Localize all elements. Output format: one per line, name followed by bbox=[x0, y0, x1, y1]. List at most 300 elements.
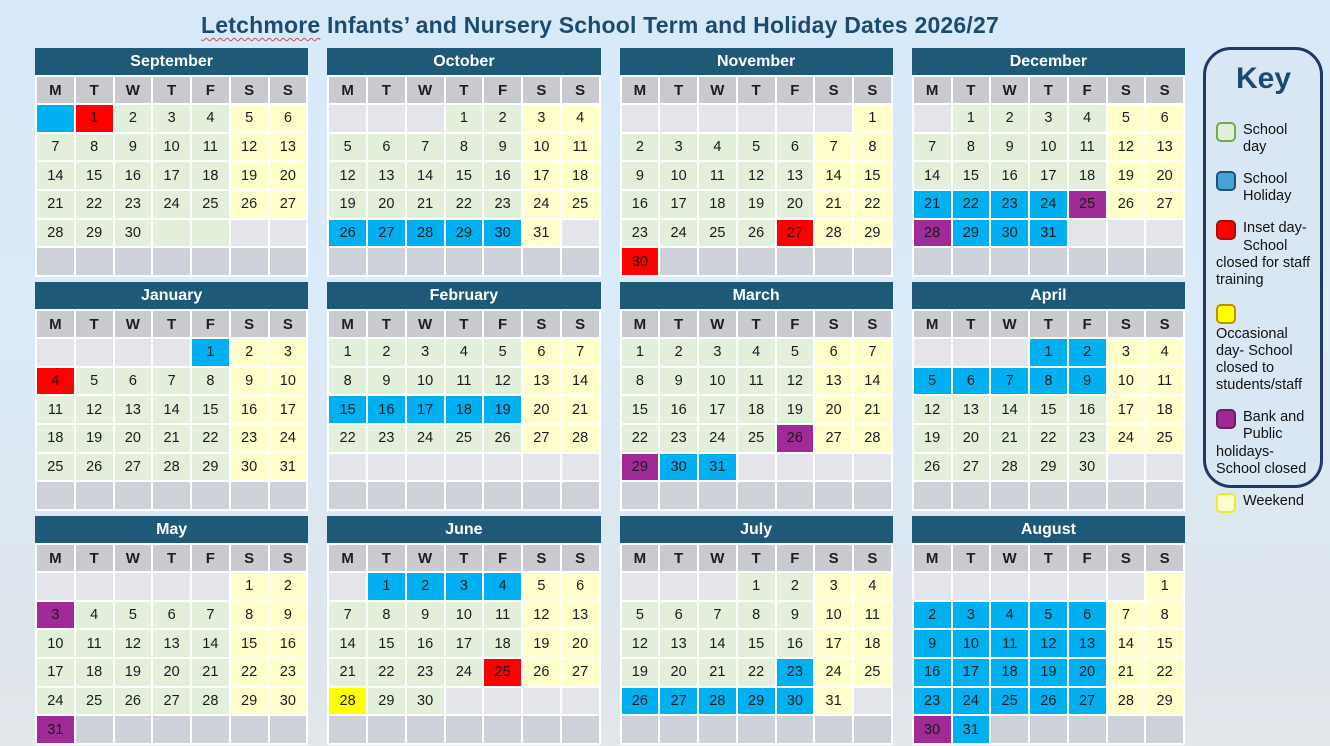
day-cell bbox=[738, 482, 775, 509]
weekday-header: W bbox=[115, 545, 152, 571]
day-cell: 3 bbox=[407, 339, 444, 366]
day-cell: 14 bbox=[1108, 630, 1145, 657]
day-cell: 30 bbox=[231, 454, 268, 481]
day-cell: 8 bbox=[76, 134, 113, 161]
day-cell: 9 bbox=[115, 134, 152, 161]
day-cell: 16 bbox=[407, 630, 444, 657]
day-cell: 6 bbox=[115, 368, 152, 395]
day-cell: 5 bbox=[1108, 105, 1145, 132]
month-day-grid bbox=[622, 77, 891, 275]
weekday-header: S bbox=[270, 311, 307, 337]
day-cell bbox=[1108, 716, 1145, 743]
day-cell bbox=[231, 248, 268, 275]
day-cell: 6 bbox=[562, 573, 599, 600]
weekday-header: T bbox=[76, 311, 113, 337]
day-cell bbox=[1030, 248, 1067, 275]
month-day-grid bbox=[37, 545, 306, 743]
day-cell: 1 bbox=[76, 105, 113, 132]
day-cell bbox=[407, 105, 444, 132]
day-cell: 20 bbox=[1069, 659, 1106, 686]
day-cell: 28 bbox=[407, 220, 444, 247]
day-cell bbox=[192, 716, 229, 743]
day-cell bbox=[815, 482, 852, 509]
day-cell bbox=[270, 482, 307, 509]
day-cell: 7 bbox=[854, 339, 891, 366]
day-cell: 22 bbox=[738, 659, 775, 686]
day-cell: 25 bbox=[484, 659, 521, 686]
day-cell: 20 bbox=[660, 659, 697, 686]
day-cell: 11 bbox=[1069, 134, 1106, 161]
day-cell: 8 bbox=[854, 134, 891, 161]
day-cell: 14 bbox=[153, 396, 190, 423]
day-cell bbox=[1146, 482, 1183, 509]
day-cell: 28 bbox=[815, 220, 852, 247]
day-cell bbox=[815, 105, 852, 132]
weekday-header: T bbox=[738, 77, 775, 103]
day-cell bbox=[76, 339, 113, 366]
weekday-header: T bbox=[738, 545, 775, 571]
day-cell: 17 bbox=[815, 630, 852, 657]
day-cell: 21 bbox=[153, 425, 190, 452]
weekday-header: M bbox=[37, 545, 74, 571]
day-cell: 14 bbox=[407, 162, 444, 189]
day-cell bbox=[1069, 716, 1106, 743]
day-cell: 18 bbox=[991, 659, 1028, 686]
day-cell: 11 bbox=[854, 602, 891, 629]
day-cell: 21 bbox=[914, 191, 951, 218]
day-cell: 18 bbox=[1146, 396, 1183, 423]
day-cell bbox=[1030, 482, 1067, 509]
day-cell: 19 bbox=[523, 630, 560, 657]
day-cell: 26 bbox=[523, 659, 560, 686]
weekday-header: M bbox=[914, 77, 951, 103]
day-cell: 16 bbox=[622, 191, 659, 218]
day-cell: 31 bbox=[699, 454, 736, 481]
day-cell bbox=[37, 339, 74, 366]
day-cell: 2 bbox=[407, 573, 444, 600]
day-cell: 12 bbox=[777, 368, 814, 395]
key-label: Inset day- School closed for staff training bbox=[1216, 220, 1311, 288]
day-cell: 29 bbox=[622, 454, 659, 481]
day-cell: 12 bbox=[1030, 630, 1067, 657]
day-cell: 9 bbox=[270, 602, 307, 629]
day-cell: 1 bbox=[738, 573, 775, 600]
day-cell: 8 bbox=[329, 368, 366, 395]
day-cell bbox=[953, 573, 990, 600]
day-cell: 9 bbox=[231, 368, 268, 395]
day-cell: 27 bbox=[523, 425, 560, 452]
day-cell: 5 bbox=[329, 134, 366, 161]
day-cell bbox=[1069, 220, 1106, 247]
day-cell bbox=[1146, 716, 1183, 743]
day-cell bbox=[953, 339, 990, 366]
day-cell bbox=[523, 688, 560, 715]
day-cell: 10 bbox=[37, 630, 74, 657]
day-cell: 16 bbox=[914, 659, 951, 686]
day-cell bbox=[562, 220, 599, 247]
day-cell bbox=[407, 248, 444, 275]
day-cell bbox=[115, 339, 152, 366]
day-cell: 4 bbox=[446, 339, 483, 366]
weekday-header: S bbox=[1146, 311, 1183, 337]
day-cell bbox=[368, 454, 405, 481]
day-cell: 10 bbox=[1108, 368, 1145, 395]
day-cell: 31 bbox=[37, 716, 74, 743]
day-cell: 10 bbox=[270, 368, 307, 395]
day-cell: 18 bbox=[446, 396, 483, 423]
day-cell bbox=[815, 454, 852, 481]
day-cell: 29 bbox=[192, 454, 229, 481]
weekday-header: T bbox=[1030, 545, 1067, 571]
day-cell bbox=[1146, 248, 1183, 275]
day-cell: 30 bbox=[270, 688, 307, 715]
day-cell: 8 bbox=[1146, 602, 1183, 629]
day-cell bbox=[777, 716, 814, 743]
day-cell bbox=[329, 573, 366, 600]
day-cell bbox=[738, 716, 775, 743]
day-cell: 5 bbox=[231, 105, 268, 132]
day-cell: 27 bbox=[777, 220, 814, 247]
day-cell: 17 bbox=[523, 162, 560, 189]
day-cell: 21 bbox=[329, 659, 366, 686]
day-cell bbox=[153, 573, 190, 600]
month-july bbox=[620, 516, 893, 745]
weekday-header: W bbox=[115, 77, 152, 103]
day-cell bbox=[914, 248, 951, 275]
day-cell: 15 bbox=[192, 396, 229, 423]
weekday-header: W bbox=[991, 311, 1028, 337]
key-item-ho bbox=[1216, 171, 1311, 205]
month-day-grid bbox=[329, 545, 598, 743]
day-cell: 9 bbox=[407, 602, 444, 629]
day-cell: 28 bbox=[1108, 688, 1145, 715]
day-cell: 15 bbox=[446, 162, 483, 189]
day-cell: 29 bbox=[1146, 688, 1183, 715]
weekday-header: T bbox=[738, 311, 775, 337]
weekday-header: T bbox=[446, 77, 483, 103]
day-cell: 16 bbox=[484, 162, 521, 189]
day-cell: 21 bbox=[562, 396, 599, 423]
day-cell: 16 bbox=[777, 630, 814, 657]
day-cell: 10 bbox=[407, 368, 444, 395]
day-cell: 22 bbox=[1146, 659, 1183, 686]
month-title: March bbox=[620, 282, 893, 309]
day-cell bbox=[1069, 482, 1106, 509]
day-cell bbox=[37, 248, 74, 275]
day-cell: 13 bbox=[153, 630, 190, 657]
weekday-header: S bbox=[1146, 545, 1183, 571]
day-cell: 13 bbox=[953, 396, 990, 423]
weekday-header: T bbox=[153, 311, 190, 337]
day-cell: 28 bbox=[37, 220, 74, 247]
day-cell: 15 bbox=[76, 162, 113, 189]
day-cell bbox=[622, 482, 659, 509]
weekday-header: S bbox=[523, 545, 560, 571]
day-cell: 29 bbox=[953, 220, 990, 247]
day-cell bbox=[368, 716, 405, 743]
day-cell: 29 bbox=[446, 220, 483, 247]
day-cell: 22 bbox=[368, 659, 405, 686]
day-cell: 23 bbox=[484, 191, 521, 218]
day-cell bbox=[1108, 482, 1145, 509]
weekday-header: T bbox=[153, 77, 190, 103]
day-cell: 2 bbox=[270, 573, 307, 600]
day-cell: 27 bbox=[368, 220, 405, 247]
day-cell bbox=[953, 482, 990, 509]
day-cell: 20 bbox=[953, 425, 990, 452]
weekday-header: F bbox=[192, 545, 229, 571]
day-cell: 19 bbox=[914, 425, 951, 452]
day-cell: 29 bbox=[231, 688, 268, 715]
day-cell: 17 bbox=[660, 191, 697, 218]
day-cell: 9 bbox=[777, 602, 814, 629]
day-cell: 17 bbox=[407, 396, 444, 423]
day-cell: 12 bbox=[622, 630, 659, 657]
key-item-in bbox=[1216, 220, 1311, 288]
weekday-header: F bbox=[484, 77, 521, 103]
day-cell: 25 bbox=[192, 191, 229, 218]
month-title: May bbox=[35, 516, 308, 543]
day-cell bbox=[484, 688, 521, 715]
day-cell bbox=[407, 482, 444, 509]
day-cell: 22 bbox=[953, 191, 990, 218]
day-cell: 28 bbox=[192, 688, 229, 715]
weekday-header: M bbox=[329, 77, 366, 103]
day-cell: 9 bbox=[368, 368, 405, 395]
day-cell bbox=[523, 716, 560, 743]
day-cell: 27 bbox=[953, 454, 990, 481]
day-cell: 18 bbox=[854, 630, 891, 657]
day-cell: 5 bbox=[622, 602, 659, 629]
day-cell: 19 bbox=[777, 396, 814, 423]
weekday-header: T bbox=[446, 545, 483, 571]
day-cell bbox=[368, 248, 405, 275]
day-cell: 22 bbox=[622, 425, 659, 452]
day-cell: 7 bbox=[699, 602, 736, 629]
day-cell: 17 bbox=[37, 659, 74, 686]
day-cell bbox=[991, 248, 1028, 275]
day-cell: 2 bbox=[622, 134, 659, 161]
day-cell: 19 bbox=[115, 659, 152, 686]
day-cell bbox=[738, 105, 775, 132]
weekday-header: S bbox=[1108, 77, 1145, 103]
day-cell: 5 bbox=[76, 368, 113, 395]
day-cell: 22 bbox=[1030, 425, 1067, 452]
day-cell: 24 bbox=[523, 191, 560, 218]
day-cell bbox=[192, 220, 229, 247]
day-cell: 27 bbox=[815, 425, 852, 452]
day-cell: 31 bbox=[1030, 220, 1067, 247]
day-cell: 30 bbox=[484, 220, 521, 247]
day-cell bbox=[660, 248, 697, 275]
day-cell bbox=[37, 573, 74, 600]
day-cell: 6 bbox=[660, 602, 697, 629]
day-cell bbox=[231, 716, 268, 743]
day-cell bbox=[777, 454, 814, 481]
day-cell: 26 bbox=[1108, 191, 1145, 218]
key-title: Key bbox=[1235, 62, 1292, 95]
day-cell: 15 bbox=[953, 162, 990, 189]
day-cell: 16 bbox=[368, 396, 405, 423]
day-cell: 26 bbox=[115, 688, 152, 715]
day-cell: 6 bbox=[523, 339, 560, 366]
day-cell: 27 bbox=[153, 688, 190, 715]
day-cell bbox=[777, 248, 814, 275]
day-cell bbox=[153, 248, 190, 275]
day-cell: 17 bbox=[1030, 162, 1067, 189]
weekday-header: S bbox=[854, 545, 891, 571]
day-cell bbox=[815, 248, 852, 275]
day-cell: 18 bbox=[484, 630, 521, 657]
weekday-header: T bbox=[368, 545, 405, 571]
day-cell: 26 bbox=[777, 425, 814, 452]
day-cell: 26 bbox=[76, 454, 113, 481]
month-day-grid bbox=[329, 77, 598, 275]
day-cell: 7 bbox=[562, 339, 599, 366]
day-cell: 23 bbox=[115, 191, 152, 218]
day-cell bbox=[523, 482, 560, 509]
day-cell bbox=[1108, 248, 1145, 275]
day-cell: 5 bbox=[914, 368, 951, 395]
day-cell bbox=[153, 220, 190, 247]
day-cell bbox=[622, 105, 659, 132]
day-cell: 8 bbox=[446, 134, 483, 161]
weekday-header: T bbox=[368, 77, 405, 103]
day-cell: 2 bbox=[660, 339, 697, 366]
month-day-grid bbox=[914, 77, 1183, 275]
weekday-header: S bbox=[1108, 545, 1145, 571]
day-cell: 13 bbox=[523, 368, 560, 395]
day-cell: 28 bbox=[914, 220, 951, 247]
day-cell: 7 bbox=[37, 134, 74, 161]
day-cell: 23 bbox=[914, 688, 951, 715]
day-cell bbox=[562, 454, 599, 481]
day-cell: 4 bbox=[991, 602, 1028, 629]
day-cell: 7 bbox=[914, 134, 951, 161]
day-cell bbox=[270, 716, 307, 743]
months-grid bbox=[35, 48, 1185, 745]
month-day-grid bbox=[329, 311, 598, 509]
day-cell: 25 bbox=[562, 191, 599, 218]
day-cell: 1 bbox=[446, 105, 483, 132]
day-cell bbox=[446, 716, 483, 743]
day-cell: 6 bbox=[270, 105, 307, 132]
day-cell bbox=[329, 454, 366, 481]
day-cell bbox=[1146, 454, 1183, 481]
month-day-grid bbox=[914, 545, 1183, 743]
day-cell bbox=[854, 688, 891, 715]
day-cell: 29 bbox=[368, 688, 405, 715]
day-cell: 28 bbox=[854, 425, 891, 452]
weekday-header: W bbox=[407, 77, 444, 103]
day-cell: 22 bbox=[446, 191, 483, 218]
day-cell: 1 bbox=[1146, 573, 1183, 600]
day-cell bbox=[192, 248, 229, 275]
weekday-header: S bbox=[562, 77, 599, 103]
day-cell bbox=[231, 482, 268, 509]
day-cell: 17 bbox=[699, 396, 736, 423]
month-january bbox=[35, 282, 308, 511]
day-cell: 22 bbox=[192, 425, 229, 452]
day-cell: 20 bbox=[270, 162, 307, 189]
weekday-header: W bbox=[699, 311, 736, 337]
weekday-header: T bbox=[1030, 77, 1067, 103]
day-cell: 13 bbox=[1146, 134, 1183, 161]
weekday-header: T bbox=[153, 545, 190, 571]
day-cell bbox=[777, 105, 814, 132]
day-cell: 6 bbox=[777, 134, 814, 161]
weekday-header: W bbox=[115, 311, 152, 337]
day-cell: 25 bbox=[37, 454, 74, 481]
day-cell: 11 bbox=[37, 396, 74, 423]
day-cell bbox=[115, 573, 152, 600]
day-cell: 10 bbox=[660, 162, 697, 189]
day-cell: 12 bbox=[914, 396, 951, 423]
day-cell bbox=[115, 248, 152, 275]
day-cell bbox=[1030, 716, 1067, 743]
day-cell bbox=[1069, 573, 1106, 600]
day-cell: 13 bbox=[368, 162, 405, 189]
day-cell: 12 bbox=[1108, 134, 1145, 161]
day-cell: 24 bbox=[699, 425, 736, 452]
weekday-header: F bbox=[1069, 545, 1106, 571]
weekday-header: T bbox=[953, 545, 990, 571]
day-cell: 30 bbox=[115, 220, 152, 247]
day-cell bbox=[699, 716, 736, 743]
day-cell: 13 bbox=[562, 602, 599, 629]
day-cell bbox=[1108, 454, 1145, 481]
weekday-header: W bbox=[407, 545, 444, 571]
day-cell bbox=[1108, 573, 1145, 600]
key-label: Weekend bbox=[1243, 492, 1304, 509]
day-cell: 6 bbox=[815, 339, 852, 366]
day-cell: 9 bbox=[1069, 368, 1106, 395]
day-cell: 17 bbox=[1108, 396, 1145, 423]
weekday-header: S bbox=[231, 311, 268, 337]
key-panel bbox=[1203, 47, 1323, 509]
day-cell: 21 bbox=[192, 659, 229, 686]
day-cell: 2 bbox=[777, 573, 814, 600]
day-cell: 8 bbox=[1030, 368, 1067, 395]
weekday-header: S bbox=[854, 311, 891, 337]
key-item-ba bbox=[1216, 409, 1311, 477]
month-april bbox=[912, 282, 1185, 511]
weekday-header: T bbox=[660, 311, 697, 337]
day-cell: 21 bbox=[37, 191, 74, 218]
day-cell: 23 bbox=[991, 191, 1028, 218]
day-cell: 26 bbox=[738, 220, 775, 247]
weekday-header: F bbox=[777, 545, 814, 571]
day-cell: 11 bbox=[1146, 368, 1183, 395]
weekday-header: M bbox=[622, 77, 659, 103]
weekday-header: T bbox=[953, 77, 990, 103]
day-cell: 3 bbox=[699, 339, 736, 366]
day-cell bbox=[446, 248, 483, 275]
day-cell: 23 bbox=[270, 659, 307, 686]
day-cell: 7 bbox=[815, 134, 852, 161]
weekday-header: S bbox=[562, 545, 599, 571]
weekday-header: S bbox=[231, 77, 268, 103]
day-cell bbox=[368, 105, 405, 132]
month-november bbox=[620, 48, 893, 277]
day-cell: 5 bbox=[738, 134, 775, 161]
day-cell: 27 bbox=[1146, 191, 1183, 218]
day-cell: 3 bbox=[1108, 339, 1145, 366]
day-cell bbox=[914, 573, 951, 600]
day-cell: 25 bbox=[1146, 425, 1183, 452]
day-cell bbox=[914, 482, 951, 509]
day-cell: 8 bbox=[953, 134, 990, 161]
